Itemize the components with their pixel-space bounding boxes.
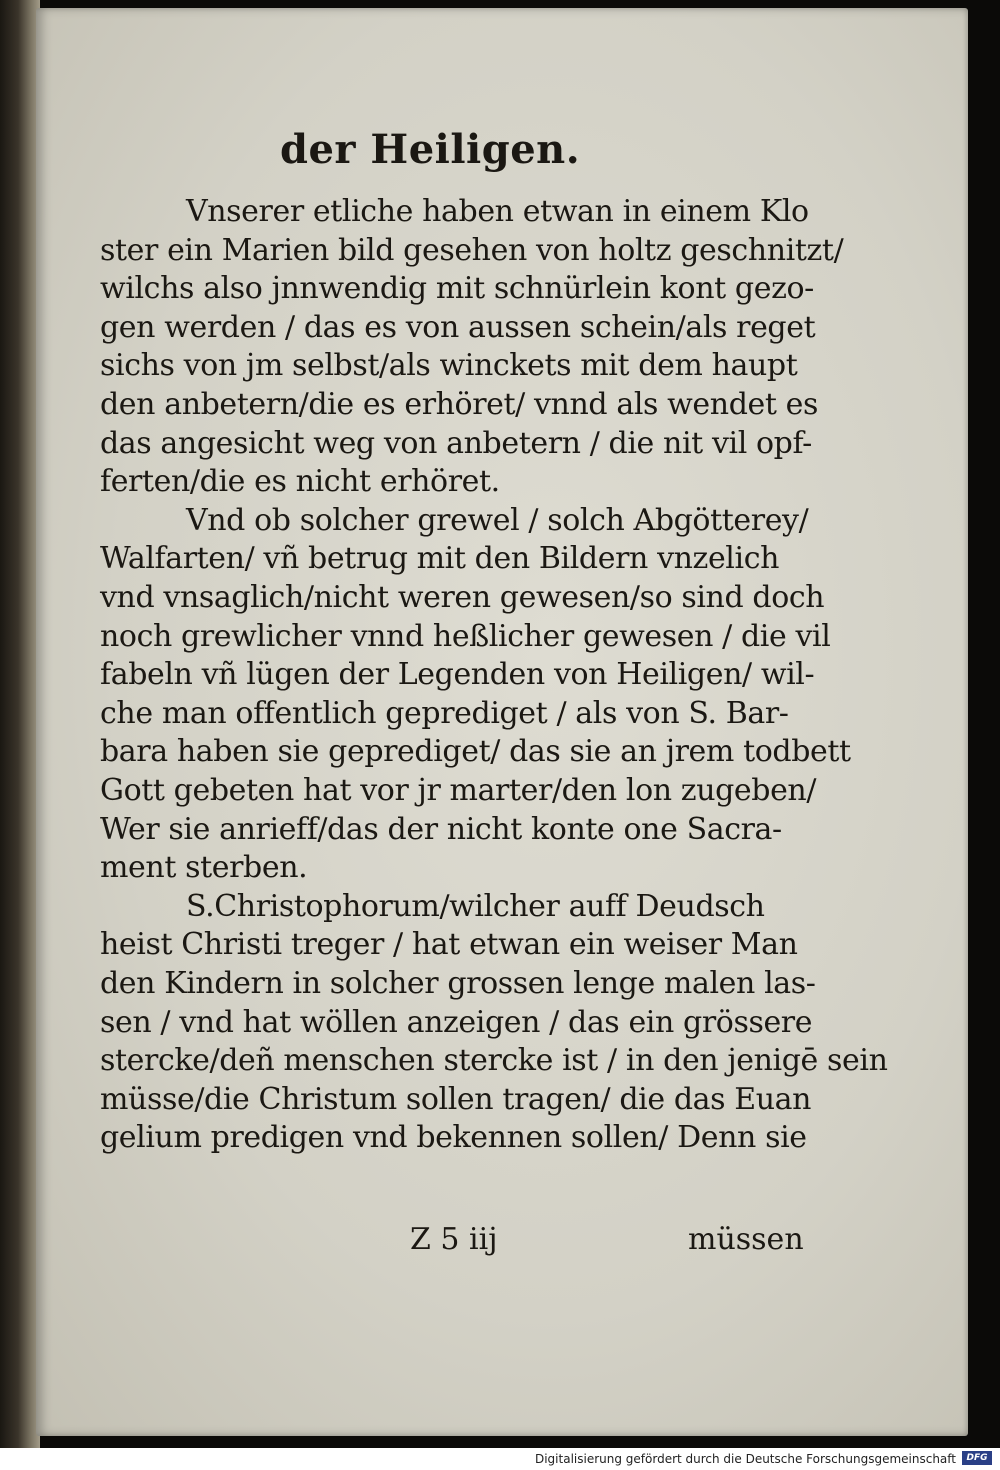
text-line: das angesicht weg von anbetern / die nit vil opf- [100,425,812,461]
text-line: gelium predigen vnd bekennen sollen/ Denn sie [100,1120,807,1156]
book-spine [0,0,40,1448]
text-block [100,8,888,1428]
text-line: ment sterben. [100,850,308,886]
text-line: vnd vnsaglich/nicht weren gewesen/so sind doch [100,580,825,615]
signature-mark: Z 5 iij [410,1222,498,1257]
text-line: fabeln vñ lügen der Legenden von Heiligen/ wil- [100,657,815,693]
book-page [36,8,968,1436]
text-line: müsse/die Christum sollen tragen/ die das Euan [100,1081,812,1117]
catchword: müssen [688,1222,804,1257]
text-line: wilchs also jnnwendig mit schnürlein kont gezo- [100,271,814,307]
running-head: der Heiligen. [280,126,581,173]
dfg-logo: DFG [962,1451,992,1465]
text-line: stercke/deñ menschen stercke ist / in den jenigē sein [100,1043,888,1079]
text-line: sen / vnd hat wöllen anzeigen / das ein grössere [100,1004,813,1040]
text-line: noch grewlicher vnnd heßlicher gewesen / die vil [100,618,831,654]
text-line: den Kindern in solcher grossen lenge malen las- [100,966,816,1001]
text-line: ferten/die es nicht erhöret. [100,464,500,500]
text-line: heist Christi treger / hat etwan ein weiser Man [100,927,798,963]
text-line: che man offentlich geprediget / als von S. Bar- [100,695,789,731]
text-line: Vnd ob solcher grewel / solch Abgötterey/ [186,502,809,538]
text-line: Walfarten/ vñ betrug mit den Bildern vnzelich [100,541,780,577]
text-line: Vnserer etliche haben etwan in einem Klo [186,194,809,229]
text-line: gen werden / das es von aussen schein/als reget [100,309,816,345]
text-line: bara haben sie geprediget/ das sie an jrem todbett [100,734,851,770]
text-line: den anbetern/die es erhöret/ vnnd als wendet es [100,387,819,422]
text-line: S.Christophorum/wilcher auff Deudsch [186,888,765,924]
text-line: ster ein Marien bild gesehen von holtz geschnitzt/ [100,232,844,268]
text-line: Wer sie anrieff/das der nicht konte one Sacra- [100,811,782,847]
footer-bar [0,1448,1000,1470]
funding-credit: Digitalisierung gefördert durch die Deutsche Forschungsgemeinschaft [534,1452,956,1466]
text-line: Gott gebeten hat vor jr marter/den lon zugeben/ [100,773,817,808]
text-line: sichs von jm selbst/als winckets mit dem haupt [100,348,798,384]
